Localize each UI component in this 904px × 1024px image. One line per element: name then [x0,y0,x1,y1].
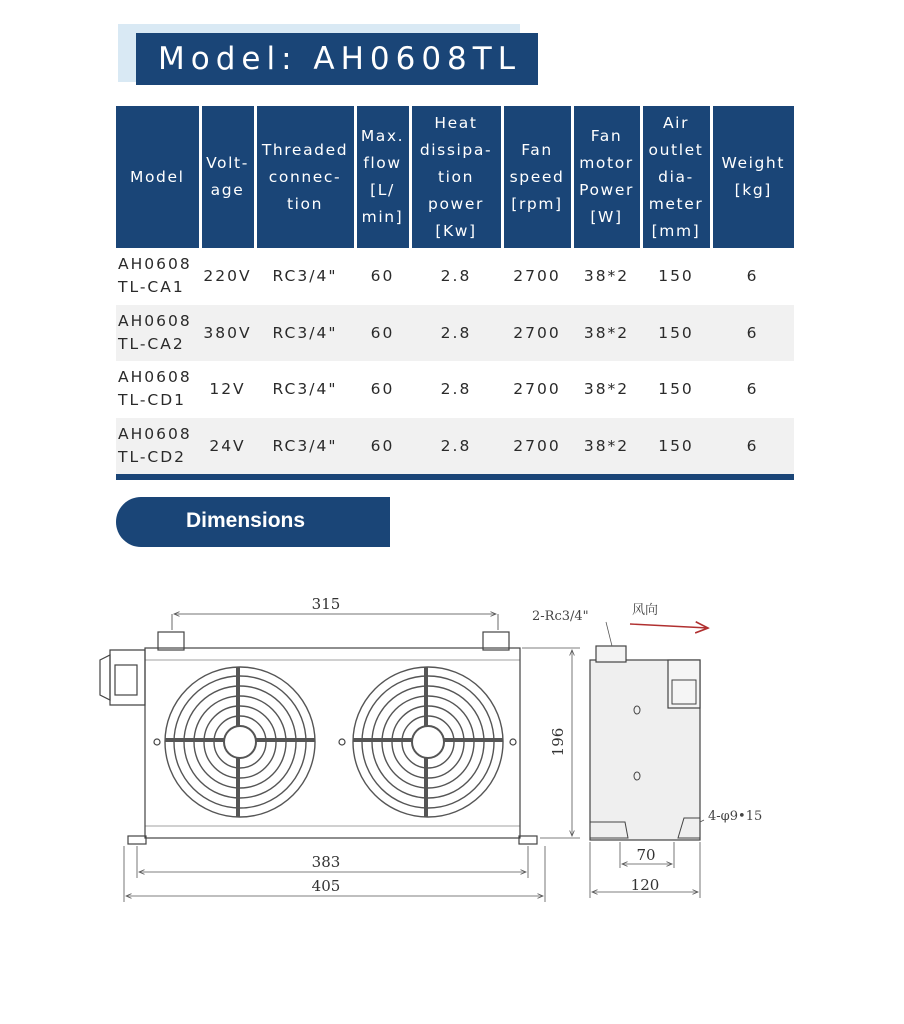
column-header-fan-speed: Fan speed [rpm] [502,106,572,248]
dimensions-section-header: Dimensions [116,497,390,547]
column-header-air-outlet-diameter: Air outlet dia-meter [mm] [641,106,711,248]
dim-outer-width-label: 405 [311,877,341,895]
cell-weight: 6 [746,380,759,399]
cell-voltage: 12V [209,380,246,399]
cell-fan-motor-power: 38*2 [572,305,641,362]
mount-hole-label: 4-φ9•15 [708,809,763,824]
cell-weight: 6 [711,305,794,362]
column-header-fan-motor-power: Fan motor Power [W] [572,106,641,248]
cell-heat-dissipation: 2.8 [440,380,472,399]
cell-heat-dissipation: 2.8 [410,305,502,362]
cell-model: AH0608 TL-CD1 [118,368,192,410]
cell-max-flow: 60 [370,267,395,286]
cell-air-outlet-diameter: 150 [641,418,711,478]
cell-voltage: 380V [200,305,255,362]
fan-grille-right [353,667,503,817]
column-header-max-flow: Max. flow [L/ min] [355,106,410,248]
cell-air-outlet-diameter: 150 [658,380,694,399]
cell-air-outlet-diameter: 150 [641,305,711,362]
cell-fan-motor-power: 38*2 [583,267,630,286]
page-title: Model: AH0608TL [136,33,538,85]
cell-weight: 6 [746,267,759,286]
column-header-model: Model [116,106,200,248]
cell-threaded-connection: RC3/4" [255,418,355,478]
cell-threaded-connection: RC3/4" [272,380,338,399]
cell-model: AH0608 TL-CA2 [116,305,200,362]
cell-fan-motor-power: 38*2 [572,418,641,478]
column-header-voltage: Volt-age [200,106,255,248]
cell-fan-speed: 2700 [513,267,561,286]
cell-max-flow: 60 [355,305,410,362]
cell-model: AH0608 TL-CA1 [118,255,192,297]
cell-max-flow: 60 [370,380,395,399]
column-header-heat-dissipation: Heat dissipa-tion power [Kw] [410,106,502,248]
cell-heat-dissipation: 2.8 [440,267,472,286]
cell-weight: 6 [711,418,794,478]
column-header-weight: Weight [kg] [711,106,794,248]
column-header-threaded-connection: Threaded connec-tion [255,106,355,248]
cell-heat-dissipation: 2.8 [410,418,502,478]
airflow-label: 风向 [632,603,659,618]
dim-inner-width-label: 383 [311,853,341,871]
fan-grille-left [165,667,315,817]
cell-threaded-connection: RC3/4" [272,267,338,286]
port-label: 2-Rc3/4" [532,609,589,624]
dim-height-label: 196 [549,727,567,757]
cell-threaded-connection: RC3/4" [255,305,355,362]
cell-max-flow: 60 [355,418,410,478]
cell-model: AH0608 TL-CD2 [116,418,200,478]
dim-side-outer-label: 120 [630,876,660,894]
dim-side-inner-label: 70 [636,846,656,864]
cell-fan-motor-power: 38*2 [583,380,630,399]
cell-voltage: 220V [203,267,252,286]
airflow-arrow-icon [630,624,708,628]
cell-fan-speed: 2700 [502,305,572,362]
cell-voltage: 24V [200,418,255,478]
dim-top-label: 315 [311,595,341,613]
cell-air-outlet-diameter: 150 [658,267,694,286]
cell-fan-speed: 2700 [513,380,561,399]
cell-fan-speed: 2700 [502,418,572,478]
